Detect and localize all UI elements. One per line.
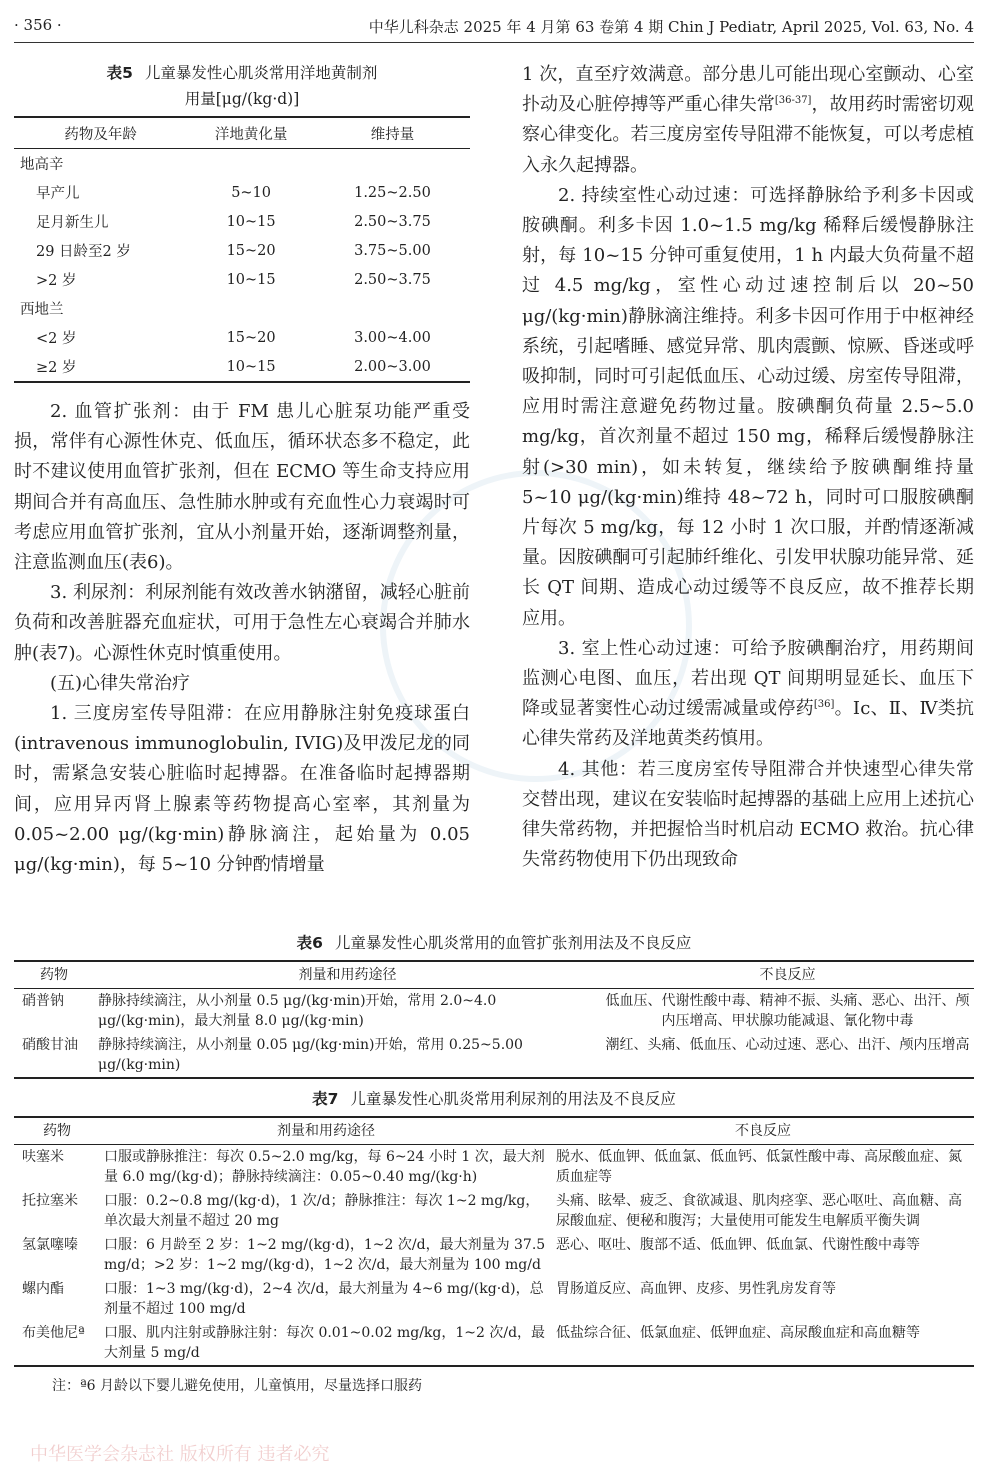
- paragraph-av-block: 1. 三度房室传导阻滞：在应用静脉注射免疫球蛋白(intravenous immunoglobulin, IVIG)及甲泼尼龙的同时，需紧急安装心脏临时起搏器。在准备临时起搏器期间，应用异丙肾上腺素等药物提高心室率，其剂量为 0.05~2.00 μg/(kg·min)静脉滴注，起始量为 0.05 μg/(kg·min)，每 5~10 分钟酌情增量: [14, 703, 470, 876]
- table5-cell: <2 岁: [36, 331, 77, 347]
- table5-cell: ≥2 岁: [36, 360, 77, 376]
- paragraph-av-block-cont: [522, 60, 974, 181]
- table7-label: 表7: [312, 1090, 339, 1108]
- table7-col-dose: 剂量和用药途径: [100, 1117, 552, 1145]
- paragraph-other: 4. 其他：若三度房室传导阻滞合并快速型心律失常交替出现，建议在安装临时起搏器的基础上应用上述抗心律失常药物，并把握恰当时机启动 ECMO 救治。抗心律失常药物使用下仍出现致命: [522, 758, 974, 871]
- table6-block: [14, 930, 974, 1079]
- table6: [14, 960, 974, 1079]
- table7-cell: 呋塞米: [22, 1149, 64, 1165]
- table5-label: 表5: [106, 64, 133, 82]
- table5-cell: 3.00~4.00: [354, 329, 431, 346]
- table5-caption: [14, 60, 470, 86]
- page-number: · 356 ·: [14, 16, 62, 34]
- table7: [14, 1116, 974, 1367]
- table7-cell: 低盐综合征、低氯血症、低钾血症、高尿酸血症和高血糖等: [556, 1325, 920, 1341]
- table6-col-drug: 药物: [14, 961, 94, 989]
- table7-cell: 口服：6 月龄至 2 岁：1~2 mg/(kg·d)，1~2 次/d，最大剂量为 37.5 mg/d；>2 岁：1~2 mg/(kg·d)，1~2 次/d，最大剂量为 100 mg/d: [104, 1237, 546, 1273]
- table5-col-maintenance: 维持量: [315, 117, 470, 149]
- paragraph-svt: [522, 634, 974, 755]
- table5-caption-line2: 用量[μg/(kg·d)]: [184, 90, 300, 108]
- table7-cell: 托拉塞米: [22, 1193, 78, 1209]
- table-row: [14, 1145, 974, 1190]
- table6-col-adverse: 不良反应: [601, 961, 974, 989]
- table5-cell: 29 日龄至2 岁: [36, 244, 131, 260]
- table-row: [14, 1033, 974, 1078]
- section-heading-arrhythmia: (五)心律失常治疗: [50, 672, 191, 694]
- table5-cell: 2.50~3.75: [354, 271, 431, 288]
- table6-cell: 低血压、代谢性酸中毒、精神不振、头痛、恶心、出汗、颅内压增高、甲状腺功能减退、氰化物中毒: [605, 993, 970, 1029]
- table5-cell: 早产儿: [36, 186, 80, 202]
- paragraph-vt: 2. 持续室性心动过速：可选择静脉给予利多卡因或胺碘酮。利多卡因 1.0~1.5 mg/kg 稀释后缓慢静脉注射，每 10~15 分钟可重复使用，1 h 内最大负荷量不超过 4.5 mg/kg，室性心动过速控制后以 20~50 μg/(kg·min)静脉滴注维持。利多卡因可作用于中枢神经系统，引起嗜睡、感觉异常、肌肉震颤、惊厥、昏迷或呼吸抑制，同时可引起低血压、心动过缓、房室传导阻滞，应用时需注意避免药物过量。胺碘酮负荷量 2.5~5.0 mg/kg，首次剂量不超过 150 mg，稀释后缓慢静脉注射(>30 min)，如未转复，继续给予胺碘酮维持量 5~10 μg/(kg·min)维持 48~72 h，同时可口服胺碘酮片每次 5 mg/kg，每 12 小时 1 次口服，并酌情逐渐减量。因胺碘酮可引起肺纤维化、引发甲状腺功能异常、延长 QT 间期、造成心动过缓等不良反应，故不推荐长期应用。: [522, 184, 974, 629]
- table-row: [14, 178, 470, 207]
- table6-label: 表6: [296, 934, 323, 952]
- table5-cell: 5~10: [231, 184, 272, 201]
- table5-cell: 2.00~3.00: [354, 358, 431, 375]
- table5-col-loading: 洋地黄化量: [187, 117, 315, 149]
- paragraph-vasodilators: 2. 血管扩张剂：由于 FM 患儿心脏泵功能严重受损，常伴有心源性休克、低血压，循环状态多不稳定，此时不建议使用血管扩张剂，但在 ECMO 等生命支持应用期间合并有高血压、急性肺水肿或有充血性心力衰竭时可考虑应用血管扩张剂，宜从小剂量开始，逐渐调整剂量，注意监测血压(表6)。: [14, 401, 470, 574]
- table7-cell: 胃肠道反应、高血钾、皮疹、男性乳房发育等: [556, 1281, 836, 1297]
- table7-cell: 脱水、低血钾、低血氯、低血钙、低氯性酸中毒、高尿酸血症、氮质血症等: [556, 1149, 962, 1185]
- paragraph-diuretics: 3. 利尿剂：利尿剂能有效改善水钠潴留，减轻心脏前负荷和改善脏器充血症状，可用于急性左心衰竭合并肺水肿(表7)。心源性休克时慎重使用。: [14, 582, 470, 664]
- table-row: [14, 265, 470, 294]
- table7-cell: 口服或静脉推注：每次 0.5~2.0 mg/kg，每 6~24 小时 1 次，最大剂量 6.0 mg/(kg·d)；静脉持续滴注：0.05~0.40 mg/(kg·h): [104, 1149, 545, 1185]
- table6-cell: 静脉持续滴注，从小剂量 0.5 μg/(kg·min)开始，常用 2.0~4.0 μg/(kg·min)，最大剂量 8.0 μg/(kg·min): [98, 993, 497, 1029]
- citation-ref: [36-37]: [774, 95, 812, 107]
- table5-cell: >2 岁: [36, 273, 77, 289]
- table-row: [14, 352, 470, 382]
- table7-caption: [14, 1086, 974, 1112]
- left-column: [14, 60, 470, 880]
- table6-caption: [14, 930, 974, 956]
- table5-group-digoxin: 地高辛: [20, 157, 64, 173]
- table5-col-drug: 药物及年龄: [14, 117, 187, 149]
- text-span: 1 次，直至疗效满意。部分患儿可能出现心室颤动、心室扑动及心脏停搏等严重心律失常: [522, 64, 974, 116]
- table7-cell: 口服、肌内注射或静脉注射：每次 0.01~0.02 mg/kg，1~2 次/d，最大剂量 5 mg/d: [104, 1325, 546, 1361]
- table7-cell: 头痛、眩晕、疲乏、食欲减退、肌肉痉挛、恶心呕吐、高血糖、高尿酸血症、便秘和腹泻；大量使用可能发生电解质平衡失调: [556, 1193, 962, 1229]
- table-row: [14, 207, 470, 236]
- table7-cell: 口服：1~3 mg/(kg·d)，2~4 次/d，最大剂量为 4~6 mg/(kg·d)，总剂量不超过 100 mg/d: [104, 1281, 544, 1317]
- table-row: [14, 989, 974, 1034]
- table6-cell: 硝普钠: [22, 993, 64, 1009]
- table7-cell: 布美他尼ª: [22, 1325, 85, 1341]
- citation-ref: [36]: [813, 699, 835, 711]
- table5-cell: 1.25~2.50: [354, 184, 431, 201]
- publisher-watermark: 中华医学会杂志社 版权所有 违者必究: [30, 1444, 330, 1465]
- table5-cell: 10~15: [226, 358, 276, 375]
- table7-col-drug: 药物: [14, 1117, 100, 1145]
- table6-cell: 潮红、头痛、低血压、心动过速、恶心、出汗、颅内压增高: [605, 1037, 970, 1053]
- table5-cell: 足月新生儿: [36, 215, 109, 231]
- table5-cell: 3.75~5.00: [354, 242, 431, 259]
- table-row: [14, 1233, 974, 1277]
- table7-cell: 螺内酯: [22, 1281, 64, 1297]
- table5-cell: 15~20: [226, 242, 276, 259]
- table-row: [14, 1321, 974, 1366]
- table-row: [14, 1189, 974, 1233]
- table7-title: 儿童暴发性心肌炎常用利尿剂的用法及不良反应: [350, 1090, 676, 1108]
- table7-note: 注：ª6 月龄以下婴儿避免使用，儿童慎用，尽量选择口服药: [52, 1378, 423, 1394]
- text-span: ，故用药时需密切观察心律变化。若三度房室传导阻滞不能恢复，可以考虑植入永久起搏器。: [522, 94, 974, 176]
- table5-cell: 2.50~3.75: [354, 213, 431, 230]
- table-row: [14, 323, 470, 352]
- table-row: [14, 236, 470, 265]
- table5-cell: 10~15: [226, 271, 276, 288]
- text-span: 。Ⅰc、Ⅱ、Ⅳ类抗心律失常药及洋地黄类药慎用。: [522, 698, 974, 750]
- table-row: [14, 1277, 974, 1321]
- table7-col-adverse: 不良反应: [552, 1117, 974, 1145]
- right-column: [522, 60, 974, 875]
- table7-block: [14, 1086, 974, 1395]
- table5-group-cedilanid: 西地兰: [20, 302, 64, 318]
- table5-cell: 10~15: [226, 213, 276, 230]
- table6-cell: 静脉持续滴注，从小剂量 0.05 μg/(kg·min)开始，常用 0.25~5.00 μg/(kg·min): [98, 1037, 523, 1073]
- table5: [14, 116, 470, 383]
- table6-cell: 硝酸甘油: [22, 1037, 78, 1053]
- table6-title: 儿童暴发性心肌炎常用的血管扩张剂用法及不良反应: [334, 934, 692, 952]
- text-span: 3. 室上性心动过速：可给予胺碘酮治疗，用药期间监测心电图、血压，若出现 QT 间期明显延长、血压下降或显著窦性心动过缓需减量或停药: [522, 637, 974, 720]
- table7-cell: 口服：0.2~0.8 mg/(kg·d)，1 次/d；静脉推注：每次 1~2 mg/kg，单次最大剂量不超过 20 mg: [104, 1193, 540, 1229]
- table7-cell: 恶心、呕吐、腹部不适、低血钾、低血氯、代谢性酸中毒等: [556, 1237, 920, 1253]
- page-header: [14, 8, 974, 43]
- journal-citation: 中华儿科杂志 2025 年 4 月第 63 卷第 4 期 Chin J Pediatr, April 2025, Vol. 63, No. 4: [368, 18, 974, 36]
- table6-col-dose: 剂量和用药途径: [94, 961, 601, 989]
- table5-cell: 15~20: [226, 329, 276, 346]
- table5-title: 儿童暴发性心肌炎常用洋地黄制剂: [144, 64, 378, 82]
- table7-cell: 氢氯噻嗪: [22, 1237, 78, 1253]
